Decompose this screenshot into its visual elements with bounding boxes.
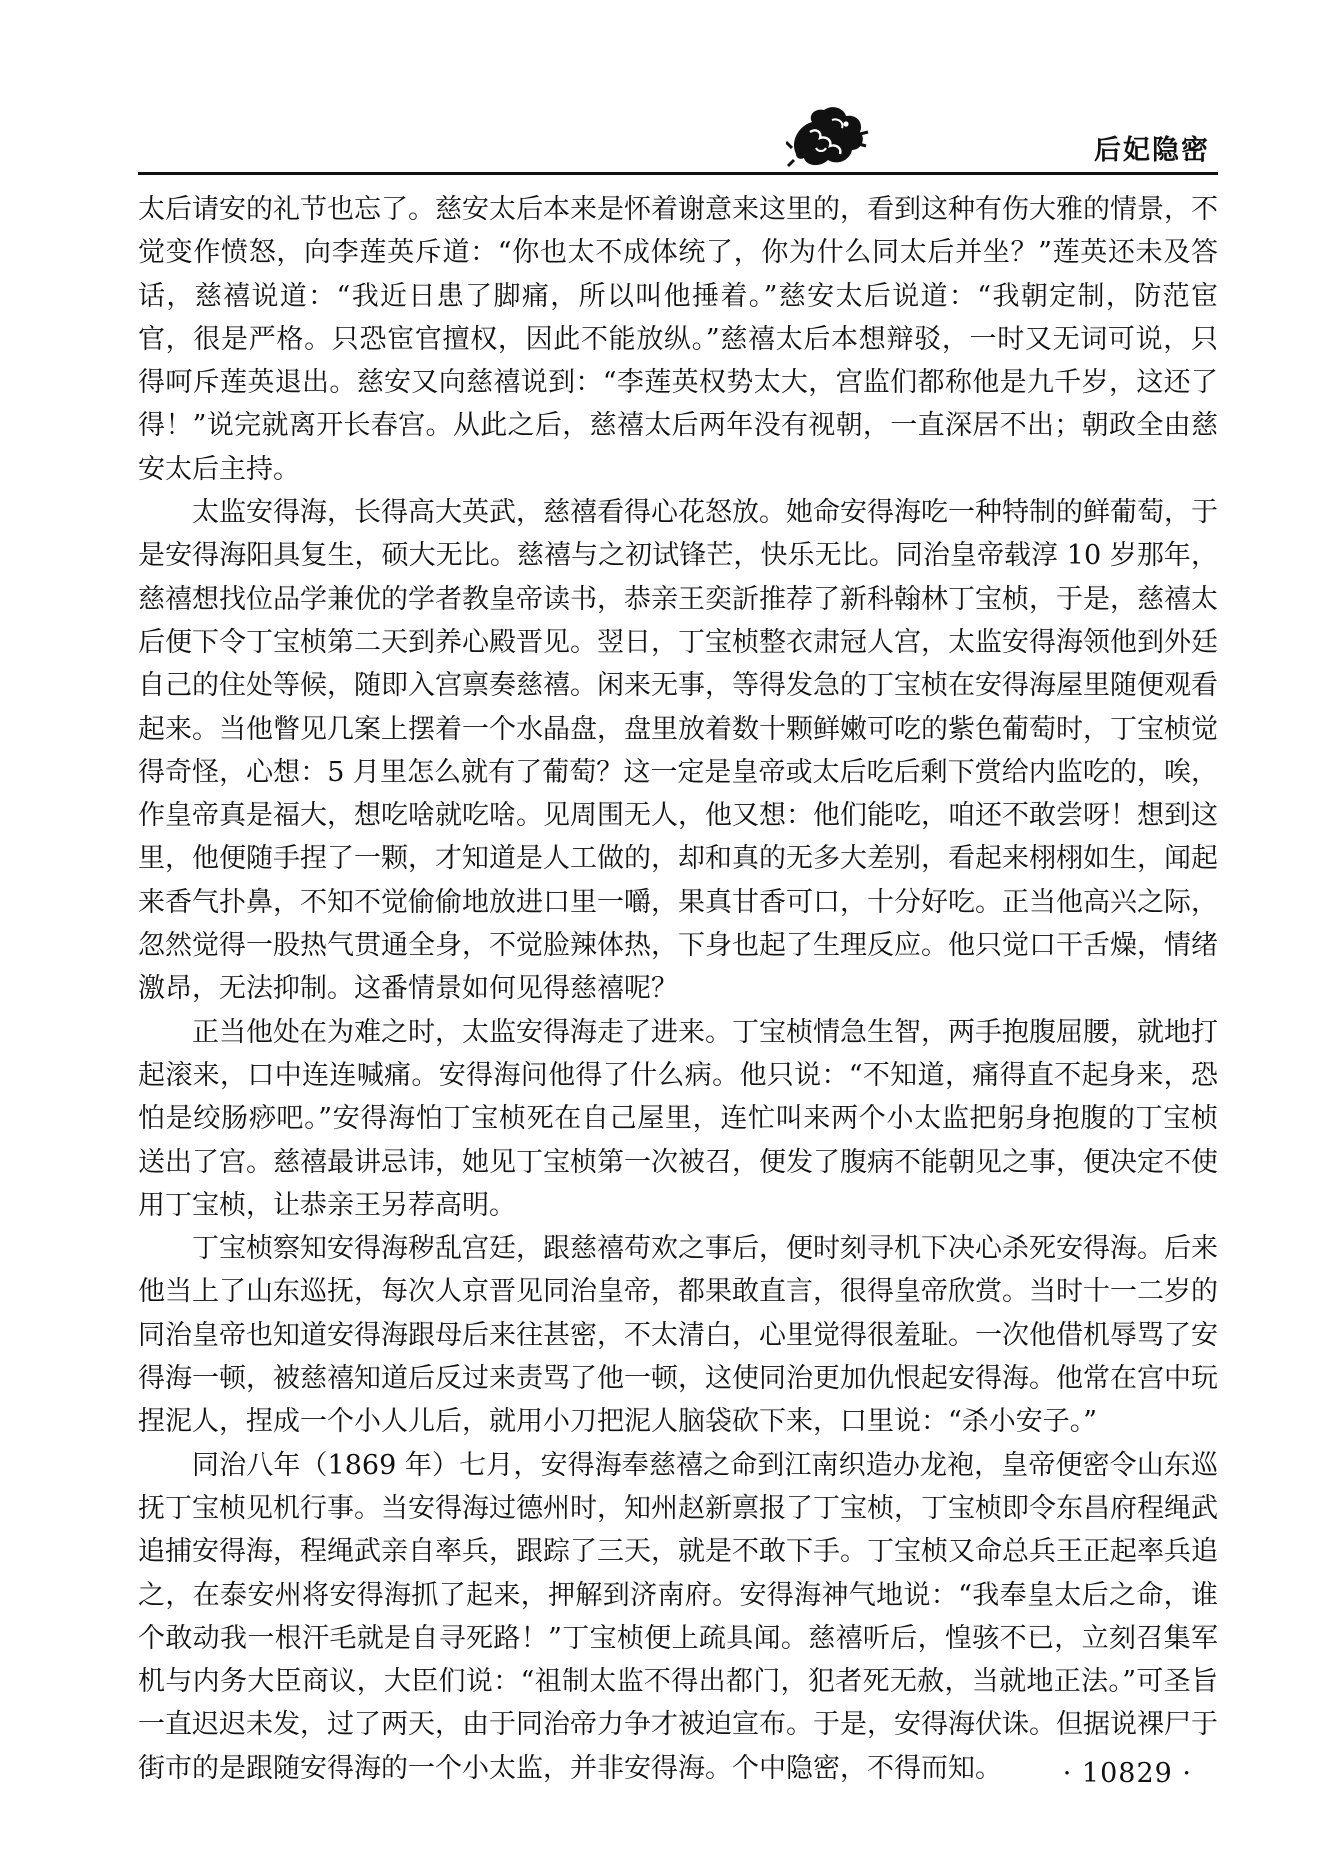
paragraph: 丁宝桢察知安得海秽乱宫廷，跟慈禧苟欢之事后，便时刻寻机下决心杀死安得海。后来他当上了山东巡抚，每次人京晋见同治皇帝，都果敢直言，很得皇帝欣赏。当时十一二岁的同治皇帝也知道安得海跟母后来往甚密，不太清白，心里觉得很羞耻。一次他借机辱骂了安得海一顿，被慈禧知道后反过来责骂了他一顿，这使同治更加仇恨起安得海。他常在宫中玩捏泥人，捏成一个小人儿后，就用小刀把泥人脑袋砍下来，口里说：“杀小安子。” bbox=[138, 1233, 1218, 1438]
paragraph: 太监安得海，长得高大英武，慈禧看得心花怒放。她命安得海吃一种特制的鲜葡萄，于是安得海阳具复生，硕大无比。慈禧与之初试锋芒，快乐无比。同治皇帝载淳 10 岁那年，慈禧想找位品学兼优的学者教皇帝读书，恭亲王奕訢推荐了新科翰林丁宝桢，于是，慈禧太后便下令丁宝桢第二天到养心殿晋见。翌日，丁宝桢整衣肃冠人宫，太监安得海领他到外廷自己的住处等候，随即入宫禀奏慈禧。闲来无事，等得发急的丁宝桢在安得海屋里随便观看起来。当他瞥见几案上摆着一个水晶盘，盘里放着数十颗鲜嫩可吃的紫色葡萄时，丁宝桢觉得奇怪，心想：5 月里怎么就有了葡萄？这一定是皇帝或太后吃后剩下赏给内监吃的，唉，作皇帝真是福大，想吃啥就吃啥。见周围无人，他又想：他们能吃，咱还不敢尝呀！想到这里，他便随手捏了一颗，才知道是人工做的，却和真的无多大差别，看起来栩栩如生，闻起来香气扑鼻，不知不觉偷偷地放进口里一嚼，果真甘香可口，十分好吃。正当他高兴之际，忽然觉得一股热气贯通全身，不觉脸辣体热，下身也起了生理反应。他只觉口干舌燥，情绪激昂，无法抑制。这番情景如何见得慈禧呢？ bbox=[138, 497, 1218, 1005]
section-title: 后妃隐密 bbox=[1094, 135, 1210, 166]
page-header bbox=[138, 108, 1218, 175]
dragon-icon bbox=[786, 102, 870, 172]
article-body bbox=[138, 188, 1218, 1790]
paragraph: 同治八年（1869 年）七月，安得海奉慈禧之命到江南织造办龙袍，皇帝便密令山东巡抚丁宝桢见机行事。当安得海过德州时，知州赵新禀报了丁宝桢，丁宝桢即令东昌府程绳武追捕安得海，程绳武亲自率兵，跟踪了三天，就是不敢下手。丁宝桢又命总兵王正起率兵追之，在泰安州将安得海抓了起来，押解到济南府。安得海神气地说：“我奉皇太后之命，谁个敢动我一根汗毛就是自寻死路！”丁宝桢便上疏具闻。慈禧听后，惶骇不已，立刻召集军机与内务大臣商议，大臣们说：“祖制太监不得出都门，犯者死无赦，当就地正法。”可圣旨一直迟迟未发，过了两天，由于同治帝力争才被迫宣布。于是，安得海伏诛。但据说裸尸于街市的是跟随安得海的一个小太监，并非安得海。个中隐密，不得而知。 bbox=[138, 1449, 1218, 1784]
page-number: · 10829 · bbox=[1062, 1758, 1192, 1789]
paragraph: 太后请安的礼节也忘了。慈安太后本来是怀着谢意来这里的，看到这种有伤大雅的情景，不觉变作愤怒，向李莲英斥道：“你也太不成体统了，你为什么同太后并坐？”莲英还未及答话，慈禧说道：“我近日患了脚痛，所以叫他捶着。”慈安太后说道：“我朝定制，防范宦官，很是严格。只恐宦官擅权，因此不能放纵。”慈禧太后本想辩驳，一时又无词可说，只得呵斥莲英退出。慈安又向慈禧说到：“李莲英权势太大，宫监们都称他是九千岁，这还了得！”说完就离开长春宫。从此之后，慈禧太后两年没有视朝，一直深居不出；朝政全由慈安太后主持。 bbox=[138, 194, 1218, 485]
paragraph: 正当他处在为难之时，太监安得海走了进来。丁宝桢情急生智，两手抱腹屈腰，就地打起滚来，口中连连喊痛。安得海问他得了什么病。他只说：“不知道，痛得直不起身来，恐怕是绞肠痧吧。”安得海怕丁宝桢死在自己屋里，连忙叫来两个小太监把躬身抱腹的丁宝桢送出了宫。慈禧最讲忌讳，她见丁宝桢第一次被召，便发了腹病不能朝见之事，便决定不使用丁宝桢，让恭亲王另荐高明。 bbox=[138, 1016, 1218, 1221]
